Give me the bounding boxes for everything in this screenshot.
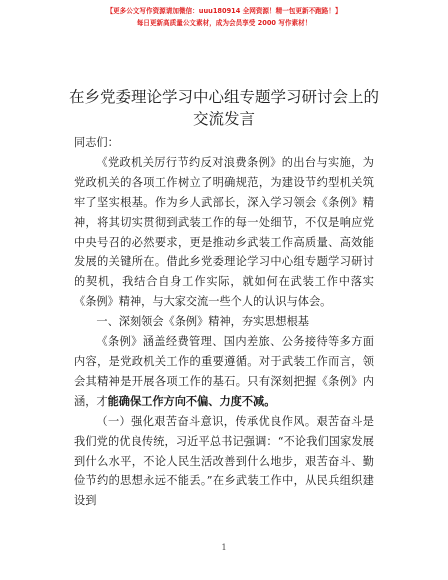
paragraph-bold-text: 能确保工作方向不偏、力度不减。 xyxy=(107,393,276,408)
title-line-1: 在乡党委理论学习中心组专题学习研讨会上的 xyxy=(68,88,379,106)
salutation: 同志们： xyxy=(74,136,119,149)
paragraph-subsection-1: （一）强化艰苦奋斗意识，传承优良作风。艰苦奋斗是我们党的优良传统，习近平总书记强调：“不论我们国家发展到什么水平，不论人民生活改善到什么地步，艰苦奋斗、勤俭节约的思想永远不能丢。”在乡武装工作中，从民兵组织建设到 xyxy=(74,414,374,508)
title-line-2: 交流发言 xyxy=(192,110,255,128)
paragraph-section-1 xyxy=(74,332,374,412)
promo-line-2: 每日更新高质量公文素材，成为会员享受 2000 写作素材！ xyxy=(136,19,312,27)
paragraph-text: 《条例》涵盖经费管理、国内差旅、公务接待等多方面内容，是党政机关工作的重要遵循。对于武装工作而言，领会其精神是开展各项工作的基石。只有深刻把握《条例》内涵，才 xyxy=(74,335,374,408)
document-body xyxy=(74,133,374,511)
section-heading: 一、深刻领会《条例》精神，夯实思想根基 xyxy=(96,315,309,329)
document-title xyxy=(0,86,448,130)
promo-banner xyxy=(0,5,448,29)
promo-line-1: 【更多公文写作资源请加微信：uuu180914 全网资源！精一包更新不跑路！】 xyxy=(106,7,342,15)
paragraph-intro: 《党政机关厉行节约反对浪费条例》的出台与实施，为党政机关的各项工作树立了明确规范，为建设节约型机关筑牢了坚实根基。作为乡人武部长，深入学习领会《条例》精神，将其切实贯彻到武装工作的每一处细节，不仅是响应党中央号召的必然要求，更是推动乡武装工作高质量、高效能发展的关键所在。借此乡党委理论学习中心组专题学习研讨的契机，我结合自身工作实际，就如何在武装工作中落实《条例》精神，与大家交流一些个人的认识与体会。 xyxy=(74,155,374,309)
page-number: 1 xyxy=(221,543,227,552)
